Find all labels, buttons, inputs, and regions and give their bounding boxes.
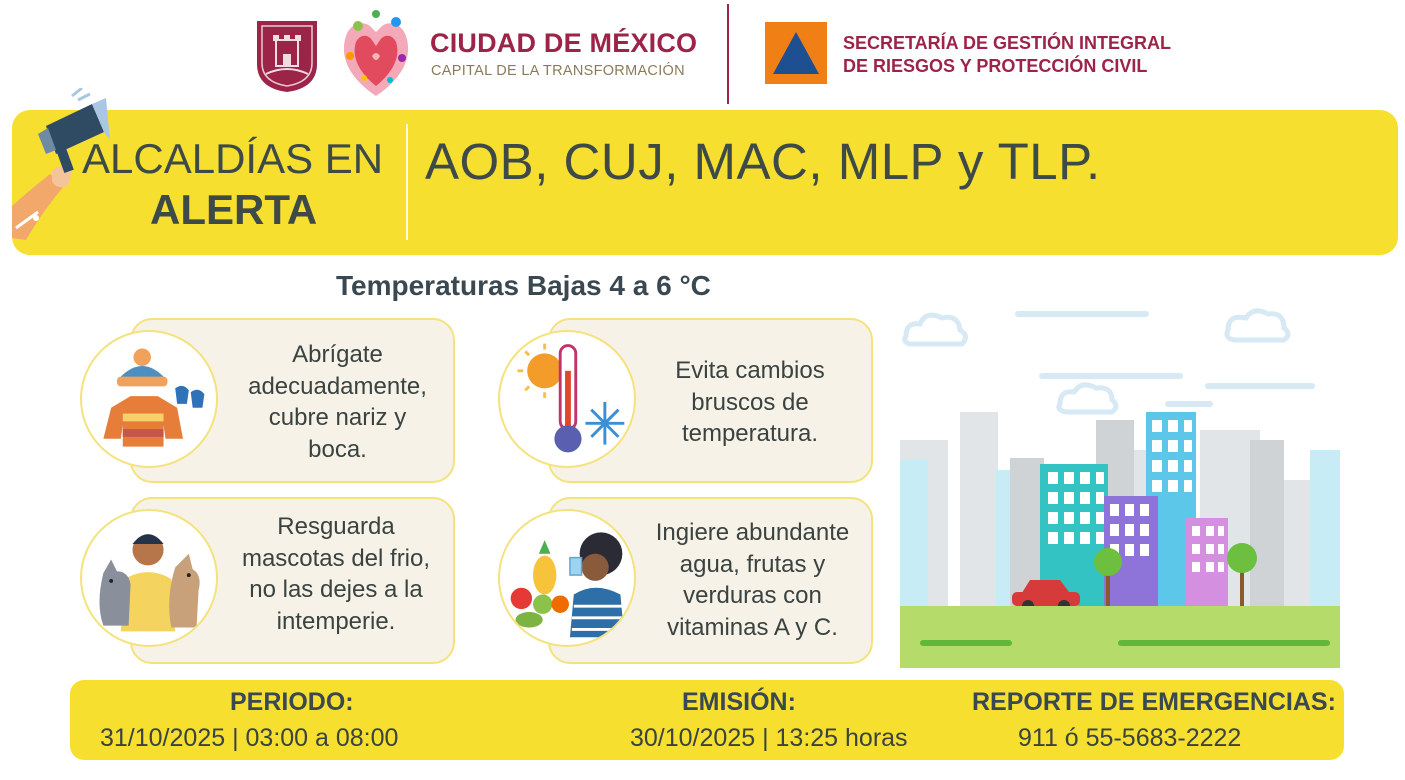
reporte-emergencias-value: 911 ó 55-5683-2222 — [1018, 724, 1242, 752]
city-tagline: CAPITAL DE LA TRANSFORMACIÓN — [431, 63, 685, 79]
emision-value: 30/10/2025 | 13:25 horas — [630, 724, 908, 752]
tip-line: Ingiere abundante — [655, 519, 850, 546]
tip-text-water-fruits — [640, 517, 865, 643]
header — [0, 0, 1405, 108]
city-illustration — [900, 300, 1340, 668]
emision-label: EMISIÓN: — [682, 688, 796, 716]
tip-line: vitaminas A y C. — [667, 613, 838, 641]
warm-clothes-icon — [80, 330, 218, 468]
tip-line: mascotas del frio, — [241, 544, 431, 572]
tip-line: no las dejes a la — [249, 576, 423, 603]
tip-line: bruscos de — [691, 388, 809, 416]
secretaria-name — [843, 32, 1171, 78]
reporte-emergencias-label: REPORTE DE EMERGENCIAS: — [972, 688, 1336, 716]
periodo-label: PERIODO: — [230, 688, 354, 716]
alert-label-line-1: ALCALDÍAS EN — [82, 135, 384, 182]
tip-line: verduras con — [683, 582, 822, 609]
alert-label-line-2: ALERTA — [150, 186, 318, 233]
tip-line: Resguarda — [277, 513, 395, 540]
tip-line: intemperie. — [276, 607, 396, 635]
cloud-icon — [905, 311, 1288, 412]
cdmx-shield-icon — [254, 18, 320, 94]
secretaria-line-1: SECRETARÍA DE GESTIÓN INTEGRAL — [843, 33, 1172, 53]
tip-line: Evita cambios — [675, 357, 825, 384]
tip-text-pets — [220, 511, 452, 637]
drinking-water-fruits-icon — [498, 509, 636, 647]
periodo-value: 31/10/2025 | 03:00 a 08:00 — [100, 724, 399, 752]
thermometer-sun-snow-icon — [498, 330, 636, 468]
civil-protection-triangle-icon — [765, 22, 827, 84]
secretaria-line-2: DE RIESGOS Y PROTECCIÓN CIVIL — [843, 56, 1148, 76]
banner-divider — [406, 124, 408, 240]
cdmx-heart-logo-icon — [336, 6, 416, 102]
tip-text-warm-clothes — [230, 339, 445, 465]
tip-line: adecuadamente, — [248, 372, 427, 400]
tip-line: boca. — [308, 435, 367, 463]
header-divider — [727, 4, 729, 104]
temperature-title: Temperaturas Bajas 4 a 6 °C — [336, 270, 711, 301]
tip-line: Abrígate — [292, 341, 383, 368]
city-name: CIUDAD DE MÉXICO — [430, 28, 698, 58]
tip-text-temperature — [645, 355, 855, 450]
tip-line: agua, frutas y — [679, 550, 826, 578]
person-with-pets-icon — [80, 509, 218, 647]
alcaldias-list: AOB, CUJ, MAC, MLP y TLP. — [425, 133, 1101, 190]
tip-line: temperatura. — [681, 420, 819, 447]
tip-line: cubre nariz y — [268, 404, 407, 431]
